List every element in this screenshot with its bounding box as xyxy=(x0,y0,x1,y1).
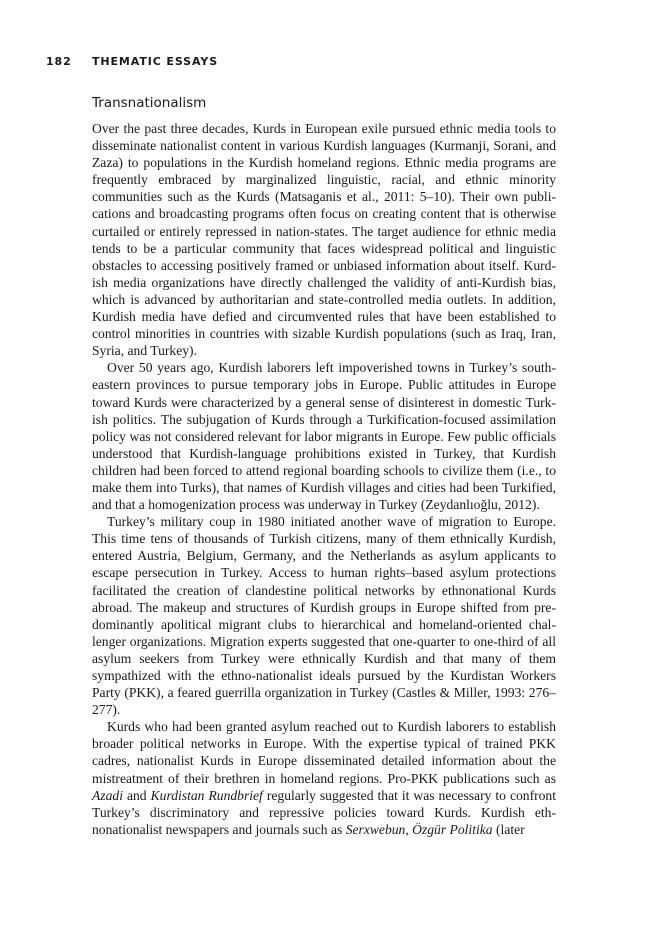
section-heading: Transnationalism xyxy=(92,95,207,111)
paragraph-4-text-c: regularly suggested that it was necessary to confront Turkey’s discriminatory and repressive policies toward Kurds. Kurdish ethnonationalist newspapers and journals such as xyxy=(92,787,556,837)
paragraph-4-text-a: Kurds who had been granted asylum reached out to Kurdish laborers to establish broader political networks in Europe. With the expertise typical of trained PKK cadres, nationalist Kurds in Europe disseminated detailed information about the mistreatment of their brethren in homeland regions. Pro-PKK publications such as xyxy=(92,719,556,786)
publication-title-ozgur-politika: Özgür Politika xyxy=(412,821,493,837)
paragraph-4-text-e: (later xyxy=(492,821,525,837)
running-title: THEMATIC ESSAYS xyxy=(92,55,219,68)
page-number: 182 xyxy=(46,55,72,68)
paragraph-1: Over the past three decades, Kurds in European exile pursued ethnic media tools to disseminate nationalist content in various Kurdish languages (Kurmanji, Sorani, and Zaza) to populations in the Kurdish homeland regions. Ethnic media programs are frequently embraced by marginalized linguistic, racial, and ethnic minority communities such as the Kurds (Matsaganis et al., 2011: 5–10). Their own publications and broadcasting programs often focus on creating content that is otherwise curtailed or entirely repressed in nation-states. The target audience for ethnic media tends to be a particular community that faces widespread political and linguistic obstacles to accessing positively framed or unbiased information about itself. Kurdish media organizations have directly challenged the validity of anti-Kurdish bias, which is advanced by authoritarian and state-controlled media outlets. In addition, Kurdish media have defied and circumvented rules that have been established to control minorities in countries with sizable Kurdish populations (such as Iraq, Iran, Syria, and Turkey). xyxy=(92,121,556,359)
paragraph-4-text-d: , xyxy=(405,821,413,837)
body-text xyxy=(92,120,556,838)
publication-title-serxwebun: Serxwebun xyxy=(345,821,406,837)
publication-title-azadi: Azadi xyxy=(92,787,123,803)
publication-title-kurdistan-rundbrief: Kurdistan Rundbrief xyxy=(150,787,263,803)
paragraph-4 xyxy=(92,718,556,838)
paragraph-4-text-b: and xyxy=(122,787,151,803)
paragraph-2: Over 50 years ago, Kurdish laborers left impoverished towns in Turkey’s southeastern provinces to pursue temporary jobs in Europe. Public attitudes in Europe toward Kurds were characterized by a general sense of disinterest in domestic Turkish politics. The subjugation of Kurds through a Turkification-focused assimilation policy was not considered relevant for labor migrants in Europe. Few public officials understood that Kurdish-language prohibitions existed in Turkey, that Kurdish children had been forced to attend regional boarding schools to civilize them (i.e., to make them into Turks), that names of Kurdish villages and cities had been Turkified, and that a homogenization process was underway in Turkey (Zeydanlıoğlu, 2012). xyxy=(92,360,556,513)
paragraph-3: Turkey’s military coup in 1980 initiated another wave of migration to Europe. This time tens of thousands of Turkish citizens, many of them ethnically Kurdish, entered Austria, Belgium, Germany, and the Netherlands as asylum applicants to escape persecution in Turkey. Access to human rights–based asylum protections facilitated the creation of clandestine political networks by ethnonational Kurds abroad. The makeup and structures of Kurdish groups in Europe shifted from predominantly apolitical migrant clubs to hierarchical and homeland-oriented challenger organizations. Migration experts suggested that one-quarter to one-third of all asylum seekers from Turkey were ethnically Kurdish and that many of them sympathized with the ethno-nationalist ideals pursued by the Kurdistan Workers Party (PKK), a feared guerrilla organization in Turkey (Castles & Miller, 1993: 276–277). xyxy=(92,514,556,718)
running-head xyxy=(46,55,218,68)
